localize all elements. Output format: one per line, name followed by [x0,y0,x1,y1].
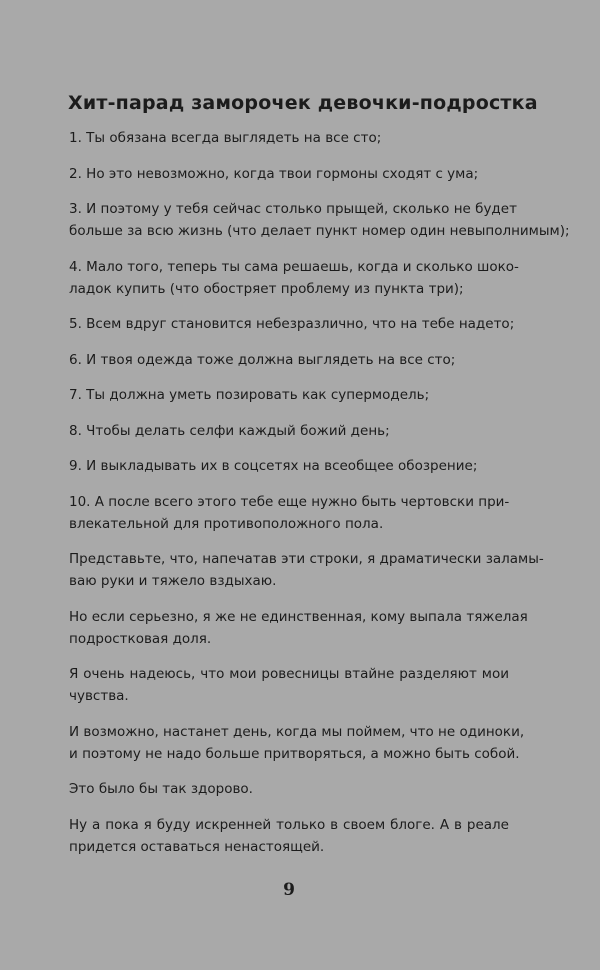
text-line: 8. Чтобы делать селфи каждый божий день; [69,422,390,439]
text-line: 2. Но это невозможно, когда твои гормоны сходят с ума; [69,165,479,182]
text-line: придется оставаться ненастоящей. [69,838,325,855]
text-line: ваю руки и тяжело вздыхаю. [69,573,277,589]
text-line: подростковая доля. [69,630,212,647]
paragraph [69,163,509,185]
paragraph [69,313,515,335]
paragraph [69,606,528,650]
page-title: Хит-парад заморочек девочки-подростка [68,92,538,114]
text-line: 1. Ты обязана всегда выглядеть на все сто; [69,130,382,146]
text-line: и поэтому не надо больше притворяться, а можно быть собой. [69,745,520,762]
paragraph [69,127,509,149]
text-line: Это было бы так здорово. [69,781,253,797]
text-line: больше за всю жизнь (что делает пункт номер один невыполнимым); [69,223,570,239]
text-line: Но если серьезно, я же не единственная, кому выпала тяжелая [69,608,528,625]
paragraph [69,349,509,371]
text-line: 7. Ты должна уметь позировать как супермодель; [69,387,430,403]
text-line: чувства. [69,688,129,704]
text-line: Я очень надеюсь, что мои ровесницы втайне разделяют мои [69,666,509,682]
body-text [69,127,570,871]
paragraph [69,721,525,765]
paragraph [69,663,509,707]
paragraph [69,256,519,300]
text-line: 6. И твоя одежда тоже должна выглядеть на все сто; [69,351,456,368]
paragraph [69,491,509,535]
text-line: 9. И выкладывать их в соцсетях на всеобщее обозрение; [69,458,478,474]
paragraph [69,198,570,242]
page-number: 9 [283,880,295,900]
text-line: И возможно, настанет день, когда мы поймем, что не одиноки, [69,723,525,740]
text-line: 10. А после всего этого тебе еще нужно быть чертовски при- [69,493,510,510]
paragraph [69,814,509,858]
text-line: Ну а пока я буду искренней только в своем блоге. А в реале [69,816,509,833]
paragraph [69,455,509,477]
text-line: Представьте, что, напечатав эти строки, я драматически заламы- [69,551,544,567]
paragraph [69,420,509,442]
paragraph [69,778,509,800]
paragraph [69,548,544,592]
text-line: 5. Всем вдруг становится небезразлично, что на тебе надето; [69,316,515,332]
text-line: 4. Мало того, теперь ты сама решаешь, когда и сколько шоко- [69,258,519,275]
text-line: 3. И поэтому у тебя сейчас столько прыщей, сколько не будет [69,201,517,217]
text-line: ладок купить (что обостряет проблему из пункта три); [69,280,464,297]
text-line: влекательной для противоположного пола. [69,515,384,532]
paragraph [69,384,509,406]
